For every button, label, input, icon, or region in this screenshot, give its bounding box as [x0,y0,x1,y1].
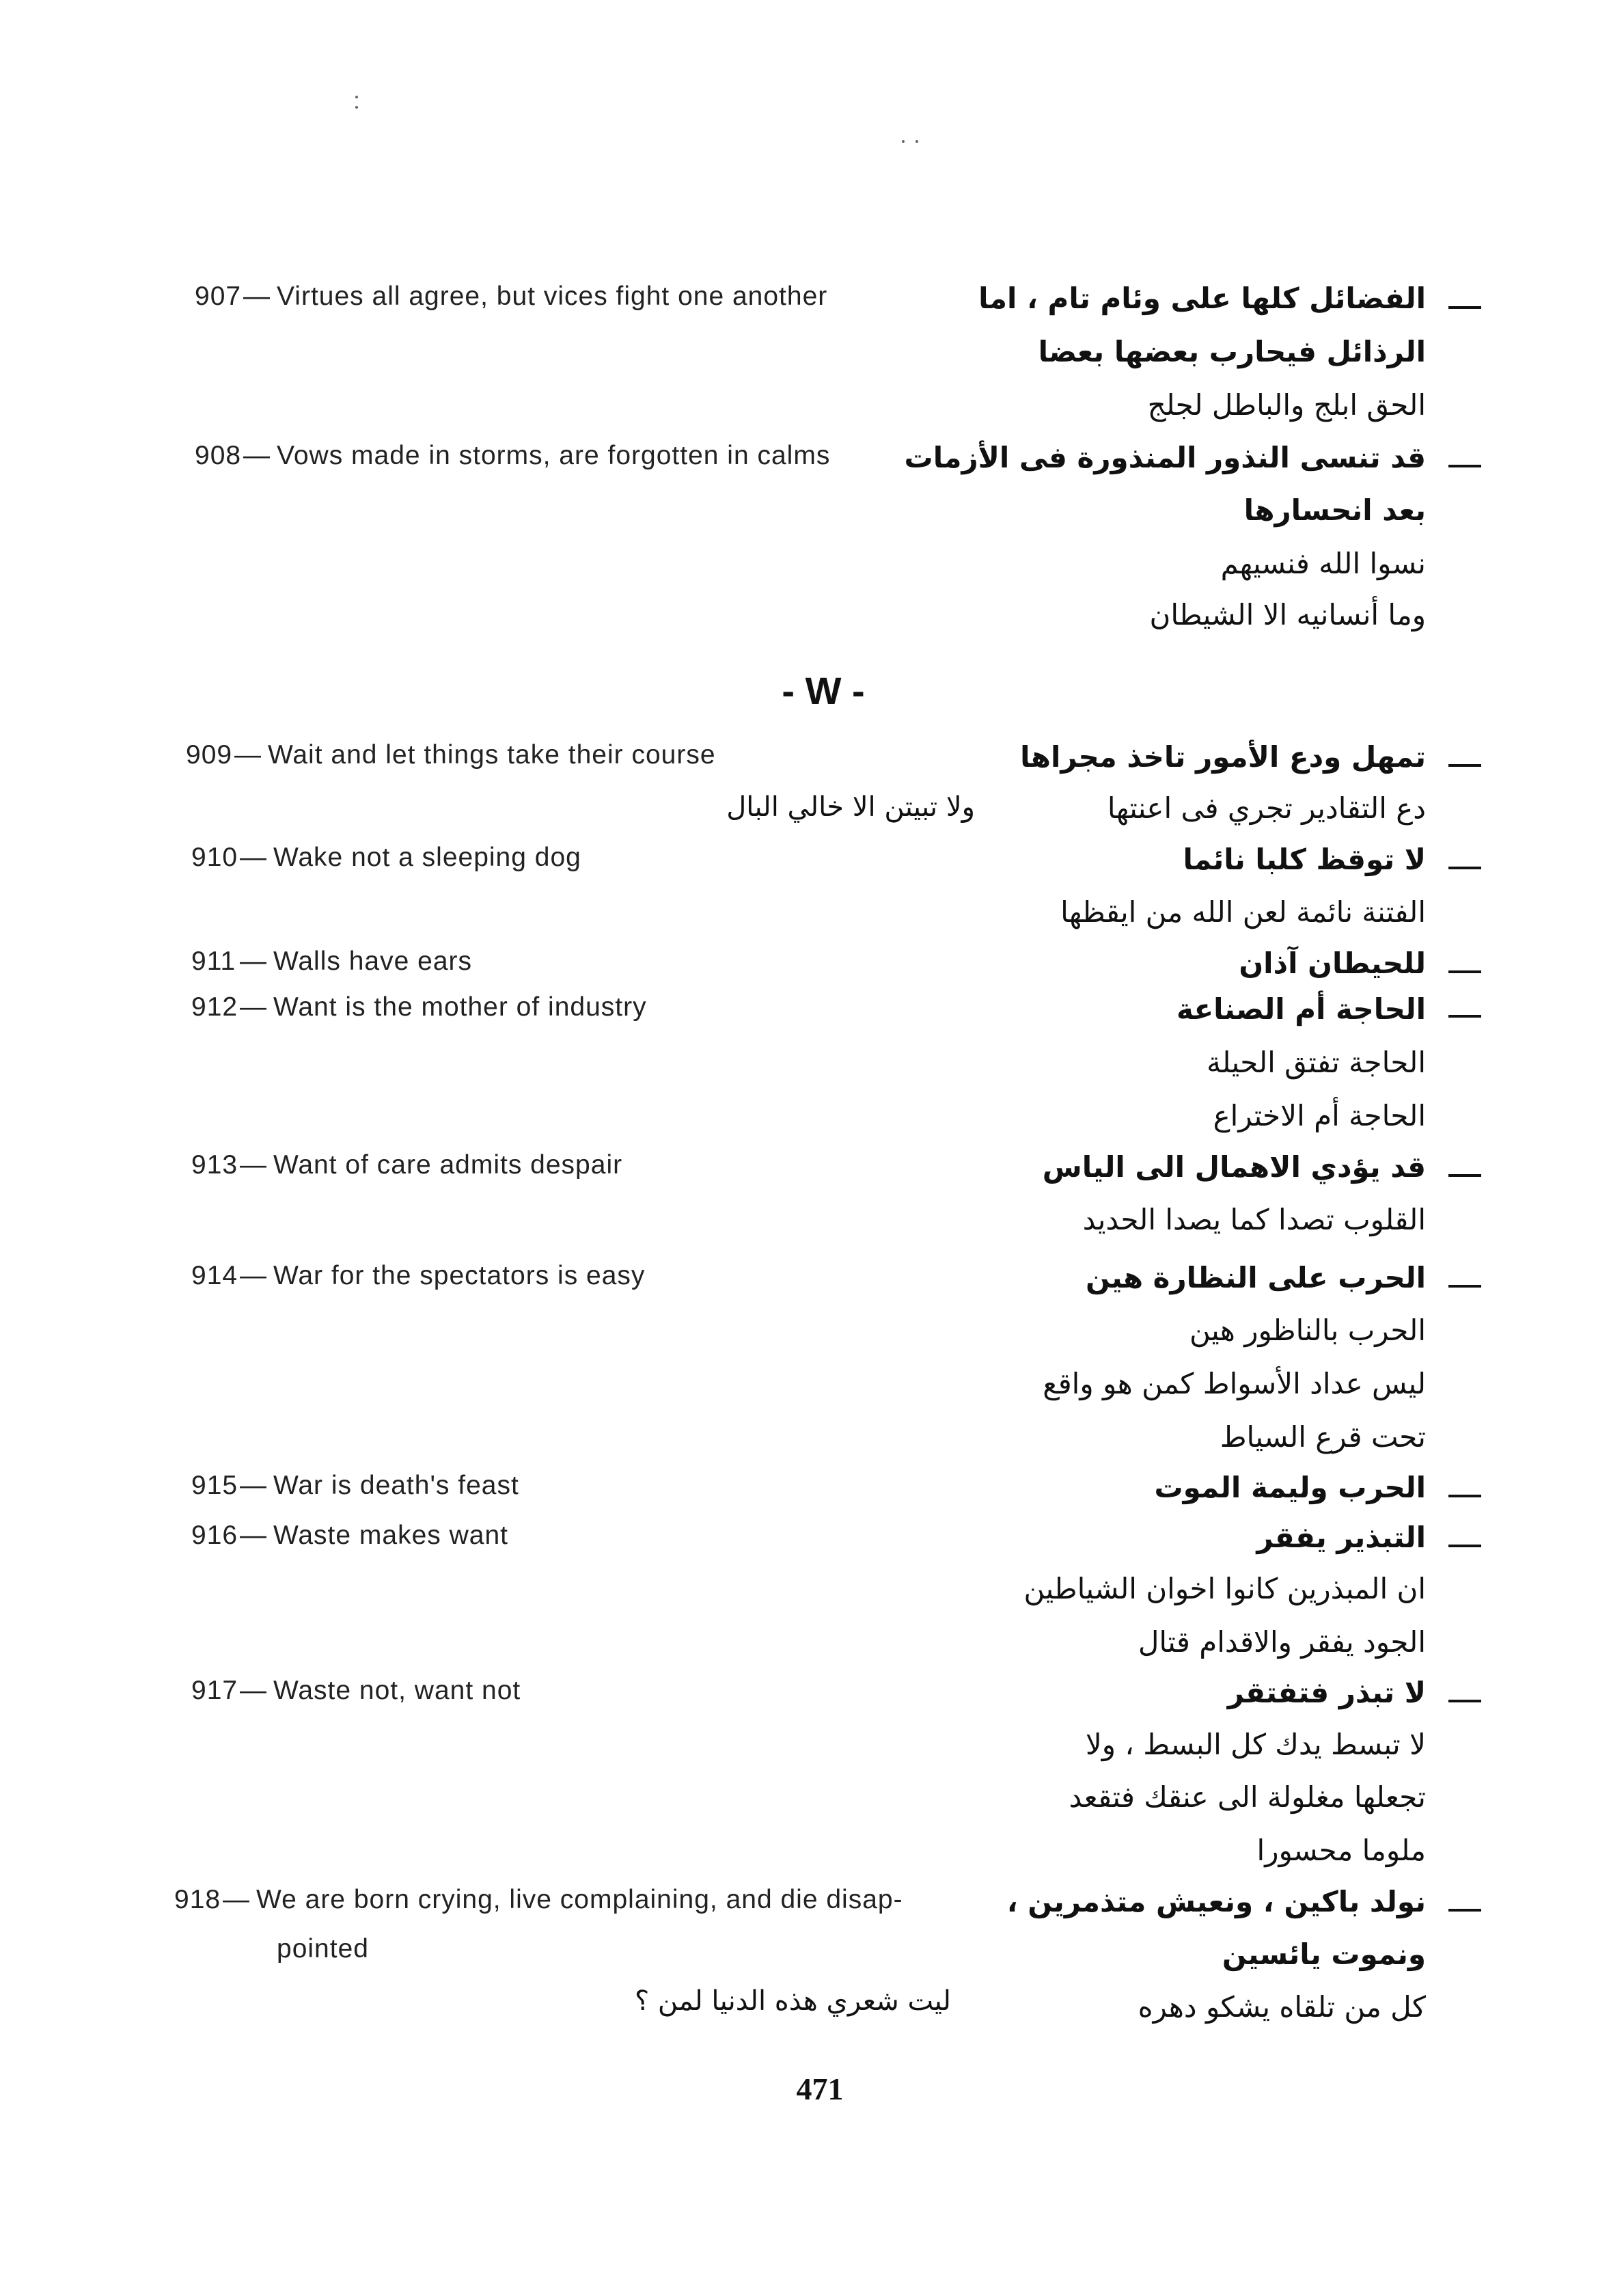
section-heading: - W - [782,669,865,712]
entry-dash [1448,1545,1481,1547]
arabic-proverb: لا تبذر فتفتقر [1227,1676,1426,1709]
arabic-proverb: ونموت يائسين [1222,1938,1426,1971]
arabic-variant: لا تبسط يدك كل البسط ، ولا [1085,1728,1426,1761]
english-proverb: 909— Wait and let things take their course [186,740,716,770]
entry-dash [1448,970,1481,973]
arabic-variant: نسوا الله فنسيهم [1220,547,1426,580]
entry-dash [1448,867,1481,869]
arabic-variant: ملوما محسورا [1256,1834,1426,1867]
english-proverb: 915— War is death's feast [191,1471,519,1500]
page-number: 471 [796,2071,844,2106]
arabic-variant: كل من تلقاه يشكو دهره [1138,1990,1426,2024]
english-proverb-continuation: pointed [277,1934,369,1963]
arabic-variant: وما أنسانيه الا الشيطان [1149,598,1426,631]
entry-dash [1448,1015,1481,1018]
arabic-proverb: للحيطان آذان [1239,947,1426,980]
arabic-proverb: قد تنسى النذور المنذورة فى الأزمات [904,441,1426,474]
arabic-variant: الفتنة نائمة لعن الله من ايقظها [1060,895,1426,929]
arabic-proverb: قد يؤدي الاهمال الى الياس [1042,1150,1426,1184]
arabic-variant: القلوب تصدا كما يصدا الحديد [1082,1203,1426,1236]
english-proverb: 907— Virtues all agree, but vices fight one another [195,282,828,311]
arabic-proverb: الحرب على النظارة هين [1086,1261,1426,1294]
arabic-variant: ان المبذرين كانوا اخوان الشياطين [1023,1572,1426,1605]
arabic-proverb: بعد انحسارها [1243,493,1426,527]
entry-dash [1448,764,1481,767]
english-proverb: 916— Waste makes want [191,1521,508,1550]
entry-dash [1448,1495,1481,1497]
scan-speck [902,140,905,143]
entry-dash [1448,1285,1481,1288]
scan-speck [916,140,918,143]
arabic-variant: ليس عداد الأسواط كمن هو واقع [1043,1367,1426,1400]
arabic-variant-second-hemistich: ليت شعري هذه الدنيا لمن ؟ [634,1985,951,2017]
english-proverb: 918— We are born crying, live complaining, and die disap- [174,1885,903,1914]
english-proverb: 910— Wake not a sleeping dog [191,843,581,872]
english-proverb: 917— Waste not, want not [191,1676,521,1705]
scan-speck [355,106,358,109]
arabic-variant: الحق ابلج والباطل لجلج [1147,388,1426,422]
arabic-variant: الحرب بالناظور هين [1189,1314,1426,1347]
entry-dash [1448,1909,1481,1912]
arabic-proverb: الحاجة أم الصناعة [1176,992,1426,1026]
entry-dash [1448,306,1481,309]
english-proverb: 914— War for the spectators is easy [191,1261,646,1290]
arabic-proverb: لا توقظ كلبا نائما [1183,843,1426,876]
arabic-variant: تجعلها مغلولة الى عنقك فتقعد [1069,1780,1426,1814]
arabic-proverb: التبذير يفقر [1256,1521,1426,1554]
arabic-proverb: نولد باكين ، ونعيش متذمرين ، [1006,1885,1426,1918]
arabic-variant: تحت قرع السياط [1220,1420,1426,1454]
english-proverb: 908— Vows made in storms, are forgotten in calms [195,441,831,470]
english-proverb: 911 — Walls have ears [191,947,472,976]
arabic-proverb: الرذائل فيحارب بعضها بعضا [1038,335,1426,368]
english-proverb: 912— Want is the mother of industry [191,992,647,1022]
arabic-proverb: الحرب وليمة الموت [1154,1471,1426,1504]
arabic-variant-second-hemistich: ولا تبيتن الا خالي البال [726,791,975,823]
arabic-proverb: الفضائل كلها على وئام تام ، اما [978,282,1426,315]
arabic-variant: الحاجة تفتق الحيلة [1207,1046,1426,1079]
english-proverb: 913— Want of care admits despair [191,1150,623,1180]
arabic-variant: دع التقادير تجري فى اعنتها [1107,791,1426,825]
arabic-variant: الجود يفقر والاقدام قتال [1138,1625,1426,1659]
scan-speck [355,96,358,98]
entry-dash [1448,1174,1481,1177]
arabic-proverb: تمهل ودع الأمور تاخذ مجراها [1020,740,1426,774]
arabic-variant: الحاجة أم الاختراع [1213,1099,1426,1132]
entry-dash [1448,1700,1481,1702]
entry-dash [1448,465,1481,467]
